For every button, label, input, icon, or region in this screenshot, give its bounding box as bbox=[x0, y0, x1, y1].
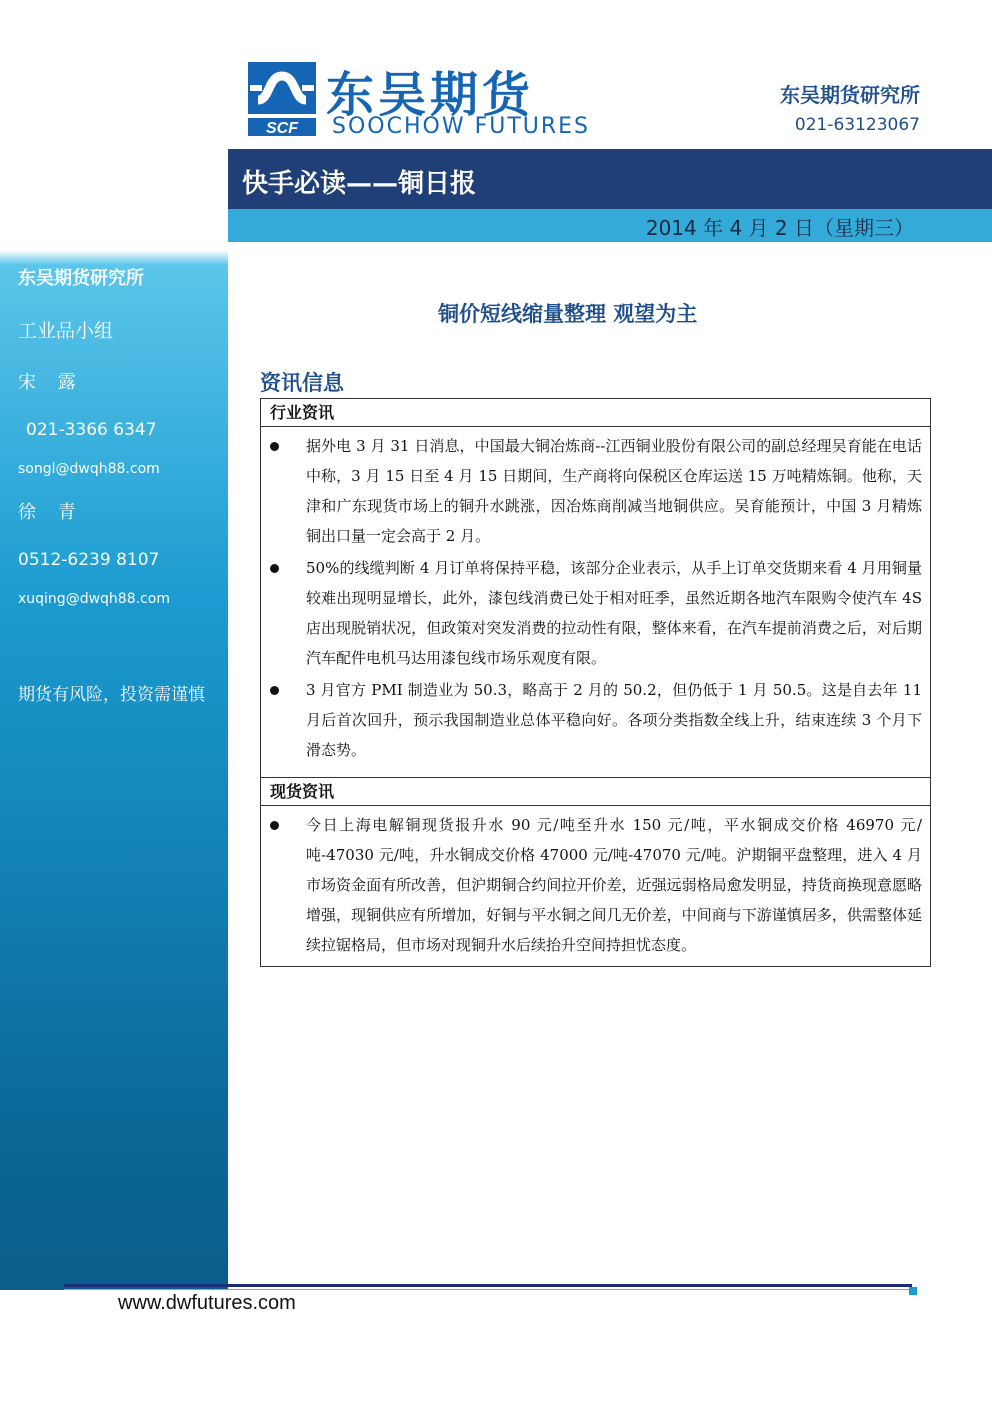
sidebar-group: 工业品小组 bbox=[18, 320, 114, 342]
category-header: 现货资讯 bbox=[261, 778, 930, 806]
analyst-email[interactable]: songl@dwqh88.com bbox=[18, 461, 160, 477]
news-table bbox=[260, 398, 931, 967]
news-item bbox=[261, 553, 930, 673]
report-title: 快手必读——铜日报 bbox=[242, 169, 477, 199]
footer-website-link[interactable]: www.dwfutures.com bbox=[118, 1292, 296, 1314]
bullet-icon bbox=[270, 821, 279, 830]
news-item bbox=[261, 810, 930, 960]
report-title-bar bbox=[228, 149, 992, 209]
scf-logo-icon bbox=[248, 62, 316, 136]
logo-abbr: SCF bbox=[266, 120, 298, 136]
logo-chinese-name: 东吴期货 bbox=[326, 67, 535, 123]
bullet-icon bbox=[270, 686, 279, 695]
bullet-icon bbox=[270, 442, 279, 451]
category-header: 行业资讯 bbox=[261, 399, 930, 427]
news-text: 3 月官方 PMI 制造业为 50.3，略高于 2 月的 50.2，但仍低于 1 月 50.5。这是自去年 11 月后首次回升，预示我国制造业总体平稳向好。各项分类指数全线上升，结束连续 3 个月下滑态势。 bbox=[306, 681, 922, 759]
headline: 铜价短线缩量整理 观望为主 bbox=[438, 302, 698, 326]
news-text: 据外电 3 月 31 日消息，中国最大铜冶炼商--江西铜业股份有限公司的副总经理吴育能在电话中称，3 月 15 日至 4 月 15 日期间，生产商将向保税区仓库运送 15 万吨精炼铜。他称，天津和广东现货市场上的铜升水跳涨，因冶炼商削减当地铜供应。吴育能预计，中国 3 月精炼铜出口量一定会高于 2 月。 bbox=[306, 437, 922, 545]
news-text: 今日上海电解铜现货报升水 90 元/吨至升水 150 元/吨，平水铜成交价格 46970 元/吨-47030 元/吨，升水铜成交价格 47000 元/吨-47070 元/吨。沪期铜平盘整理，进入 4 月市场资金面有所改善，但沪期铜合约间拉开价差，近强远弱格局愈发明显，持货商换现意愿略增强，现铜供应有所增加，好铜与平水铜之间几无价差，中间商与下游谨慎居多，供需整体延续拉锯格局，但市场对现铜升水后续抬升空间持担忧态度。 bbox=[306, 816, 922, 954]
report-date: 2014 年 4 月 2 日（星期三） bbox=[645, 216, 914, 240]
category-body bbox=[261, 806, 930, 966]
footer-divider-thin bbox=[64, 1289, 912, 1290]
news-item bbox=[261, 431, 930, 551]
analyst-phone: 0512-6239 8107 bbox=[18, 550, 160, 570]
company-logo bbox=[248, 62, 591, 142]
logo-english-name: SOOCHOW FUTURES bbox=[332, 114, 591, 139]
footer-divider bbox=[64, 1284, 912, 1287]
risk-disclaimer: 期货有风险，投资需谨慎 bbox=[18, 685, 205, 705]
news-text: 50%的线缆判断 4 月订单将保持平稳，该部分企业表示，从手上订单交货期来看 4 月用铜量较难出现明显增长，此外，漆包线消费已处于相对旺季，虽然近期各地汽车限购令使汽车 4S 店出现脱销状况，但政策对突发消费的拉动性有限，整体来看，在汽车提前消费之后，对后期汽车配件电机马达用漆包线市场乐观度有限。 bbox=[306, 559, 922, 667]
analyst-email[interactable]: xuqing@dwqh88.com bbox=[18, 591, 170, 607]
header-org: 东吴期货研究所 bbox=[780, 83, 920, 107]
news-item bbox=[261, 675, 930, 765]
analyst-name: 徐 青 bbox=[18, 502, 84, 523]
analyst-name: 宋 露 bbox=[18, 372, 84, 393]
section-title: 资讯信息 bbox=[260, 371, 344, 395]
analyst-phone: 021-3366 6347 bbox=[26, 420, 157, 440]
report-date-bar bbox=[228, 209, 992, 242]
footer-accent bbox=[909, 1287, 917, 1295]
sidebar-org: 东吴期货研究所 bbox=[18, 268, 144, 289]
category-body bbox=[261, 427, 930, 778]
bullet-icon bbox=[270, 564, 279, 573]
header-phone: 021-63123067 bbox=[794, 115, 920, 135]
sidebar bbox=[0, 0, 228, 1290]
